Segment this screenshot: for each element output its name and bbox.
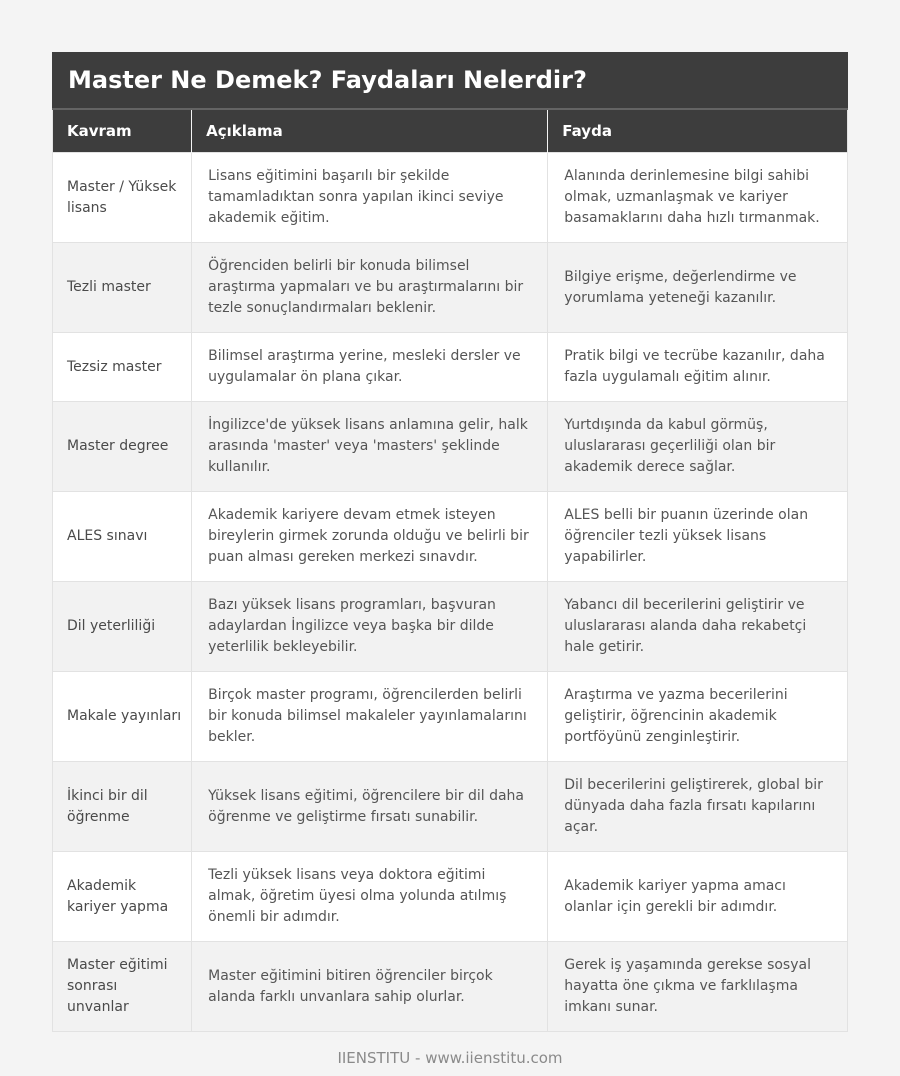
cell-fayda: Araştırma ve yazma becerilerini geliştirir, öğrencinin akademik portföyünü zenginleştirir. [548,672,848,762]
table-row [53,852,848,942]
table-row [53,492,848,582]
master-table-card [52,52,848,1067]
column-header-fayda: Fayda [548,110,848,153]
cell-aciklama: Lisans eğitimini başarılı bir şekilde tamamladıktan sonra yapılan ikinci seviye akademik eğitim. [192,153,548,243]
table-row [53,402,848,492]
cell-fayda: Yabancı dil becerilerini geliştirir ve uluslararası alanda daha rekabetçi hale getirir. [548,582,848,672]
page-title: Master Ne Demek? Faydaları Nelerdir? [52,52,848,110]
cell-kavram: Makale yayınları [53,672,192,762]
footer-credit: IIENSTITU - www.iienstitu.com [337,1049,563,1067]
cell-fayda: Dil becerilerini geliştirerek, global bir dünyada daha fazla fırsatı kapılarını açar. [548,762,848,852]
cell-aciklama: Birçok master programı, öğrencilerden belirli bir konuda bilimsel makaleler yayınlamalarını bekler. [192,672,548,762]
table-header [53,110,848,153]
table-row [53,153,848,243]
master-info-table [52,110,848,1032]
cell-fayda: ALES belli bir puanın üzerinde olan öğrenciler tezli yüksek lisans yapabilirler. [548,492,848,582]
cell-kavram: ALES sınavı [53,492,192,582]
cell-aciklama: Bazı yüksek lisans programları, başvuran adaylardan İngilizce veya başka bir dilde yeterlilik bekleyebilir. [192,582,548,672]
cell-aciklama: Master eğitimini bitiren öğrenciler birçok alanda farklı unvanlara sahip olurlar. [192,942,548,1032]
cell-aciklama: İngilizce'de yüksek lisans anlamına gelir, halk arasında 'master' veya 'masters' şeklinde kullanılır. [192,402,548,492]
cell-fayda: Akademik kariyer yapma amacı olanlar için gerekli bir adımdır. [548,852,848,942]
table-body [53,153,848,1032]
cell-aciklama: Öğrenciden belirli bir konuda bilimsel araştırma yapmaları ve bu araştırmalarını bir tezle sonuçlandırmaları beklenir. [192,243,548,333]
cell-aciklama: Akademik kariyere devam etmek isteyen bireylerin girmek zorunda olduğu ve belirli bir puan alması gereken merkezi sınavdır. [192,492,548,582]
cell-aciklama: Tezli yüksek lisans veya doktora eğitimi almak, öğretim üyesi olma yolunda atılmış önemli bir adımdır. [192,852,548,942]
cell-aciklama: Bilimsel araştırma yerine, mesleki dersler ve uygulamalar ön plana çıkar. [192,333,548,402]
cell-fayda: Bilgiye erişme, değerlendirme ve yorumlama yeteneği kazanılır. [548,243,848,333]
cell-fayda: Gerek iş yaşamında gerekse sosyal hayatta öne çıkma ve farklılaşma imkanı sunar. [548,942,848,1032]
cell-kavram: Akademik kariyer yapma [53,852,192,942]
cell-kavram: Master degree [53,402,192,492]
table-row [53,672,848,762]
column-header-aciklama: Açıklama [192,110,548,153]
table-row [53,942,848,1032]
table-row [53,762,848,852]
cell-kavram: Master / Yüksek lisans [53,153,192,243]
cell-kavram: Dil yeterliliği [53,582,192,672]
cell-fayda: Yurtdışında da kabul görmüş, uluslararası geçerliliği olan bir akademik derece sağlar. [548,402,848,492]
cell-fayda: Alanında derinlemesine bilgi sahibi olmak, uzmanlaşmak ve kariyer basamaklarını daha hızlı tırmanmak. [548,153,848,243]
cell-aciklama: Yüksek lisans eğitimi, öğrencilere bir dil daha öğrenme ve geliştirme fırsatı sunabilir. [192,762,548,852]
cell-fayda: Pratik bilgi ve tecrübe kazanılır, daha fazla uygulamalı eğitim alınır. [548,333,848,402]
table-row [53,243,848,333]
cell-kavram: Tezli master [53,243,192,333]
column-header-kavram: Kavram [53,110,192,153]
table-row [53,333,848,402]
cell-kavram: Tezsiz master [53,333,192,402]
table-row [53,582,848,672]
cell-kavram: Master eğitimi sonrası unvanlar [53,942,192,1032]
cell-kavram: İkinci bir dil öğrenme [53,762,192,852]
header-row [53,110,848,153]
